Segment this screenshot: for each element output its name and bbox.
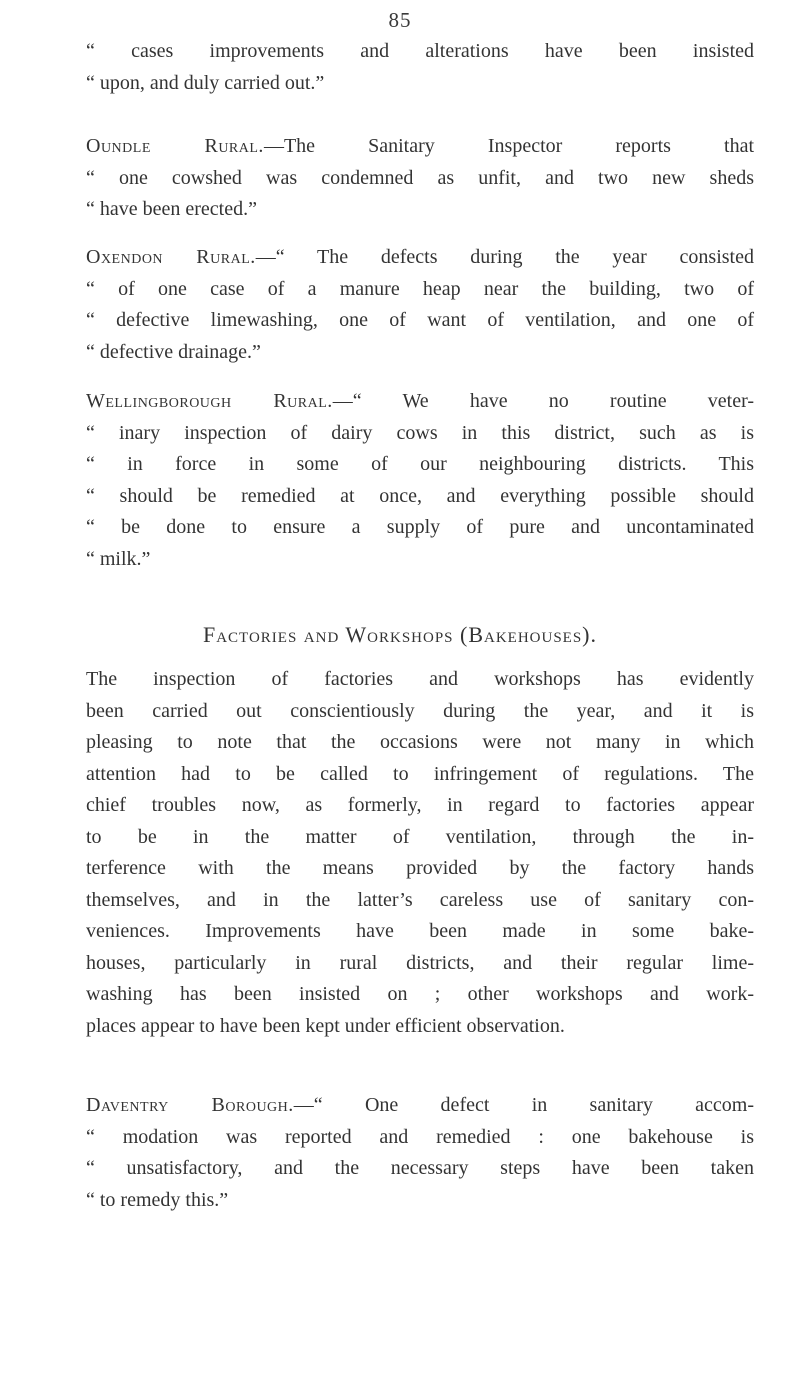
text-line: places appear to have been kept under efficient observation. [86, 1014, 565, 1037]
text-line: “ be done to ensure a supply of pure and uncontaminated [86, 516, 754, 538]
section-heading: Factories and Workshops (Bakehouses). [202, 622, 598, 647]
text-line: veniences. Improvements have been made in some bake- [86, 920, 754, 942]
text-line [86, 242, 754, 274]
text-line: “ unsatisfactory, and the necessary steps have been taken [86, 1157, 754, 1179]
paragraph-wellingborough-rural [86, 386, 754, 575]
text-line: washing has been insisted on ; other workshops and work- [86, 983, 754, 1005]
text-line: “ in force in some of our neighbouring districts. This [86, 453, 754, 475]
paragraph-oundle-rural [86, 131, 754, 226]
text-line: attention had to be called to infringement of regulations. The [86, 762, 754, 785]
text-fragment: —“ One defect in sanitary accom- [293, 1094, 754, 1116]
text-line: “ one cowshed was condemned as unfit, and two new sheds [86, 166, 754, 189]
text-line: “ to remedy this.” [86, 1188, 229, 1211]
text-line: “ milk.” [86, 547, 151, 570]
text-line: The inspection of factories and workshops has evidently [86, 668, 754, 690]
text-line: themselves, and in the latter’s careless use of sanitary con- [86, 888, 754, 911]
text-line [86, 1090, 754, 1122]
text-line: chief troubles now, as formerly, in regard to factories appear [86, 794, 754, 816]
text-line: “ modation was reported and remedied : one bakehouse is [86, 1125, 754, 1148]
text-line [86, 131, 754, 163]
text-line: terference with the means provided by the factory hands [86, 857, 754, 879]
text-line: “ upon, and duly carried out.” [86, 71, 325, 94]
paragraph-factories [86, 664, 754, 1042]
text-line: “ of one case of a manure heap near the building, two of [86, 277, 754, 300]
paragraph-daventry-borough [86, 1090, 754, 1216]
page-number: 85 [388, 8, 412, 32]
text-line: houses, particularly in rural districts, and their regular lime- [86, 951, 754, 974]
text-line: “ should be remedied at once, and everything possible should [86, 484, 754, 507]
text-line: “ defective drainage.” [86, 340, 261, 363]
district-heading: Wellingborough Rural. [86, 390, 333, 412]
text-line: “ defective limewashing, one of want of ventilation, and one of [86, 309, 754, 331]
district-heading: Oundle Rural. [86, 135, 264, 157]
text-line: been carried out conscientiously during the year, and it is [86, 699, 754, 722]
district-heading: Oxendon Rural. [86, 246, 256, 268]
text-fragment: —“ We have no routine veter- [332, 390, 754, 412]
text-line: “ inary inspection of dairy cows in this district, such as is [86, 421, 754, 444]
district-heading: Daventry Borough. [86, 1094, 294, 1116]
text-line: “ have been erected.” [86, 198, 257, 220]
text-line [86, 386, 754, 418]
text-line: pleasing to note that the occasions were not many in which [86, 731, 754, 753]
text-line: to be in the matter of ventilation, through the in- [86, 825, 754, 848]
text-line: “ cases improvements and alterations have been insisted [86, 40, 754, 62]
paragraph-continuation [86, 36, 754, 99]
text-fragment: —The Sanitary Inspector reports that [263, 135, 755, 157]
text-fragment: —“ The defects during the year consisted [255, 246, 754, 268]
paragraph-oxendon-rural [86, 242, 754, 368]
